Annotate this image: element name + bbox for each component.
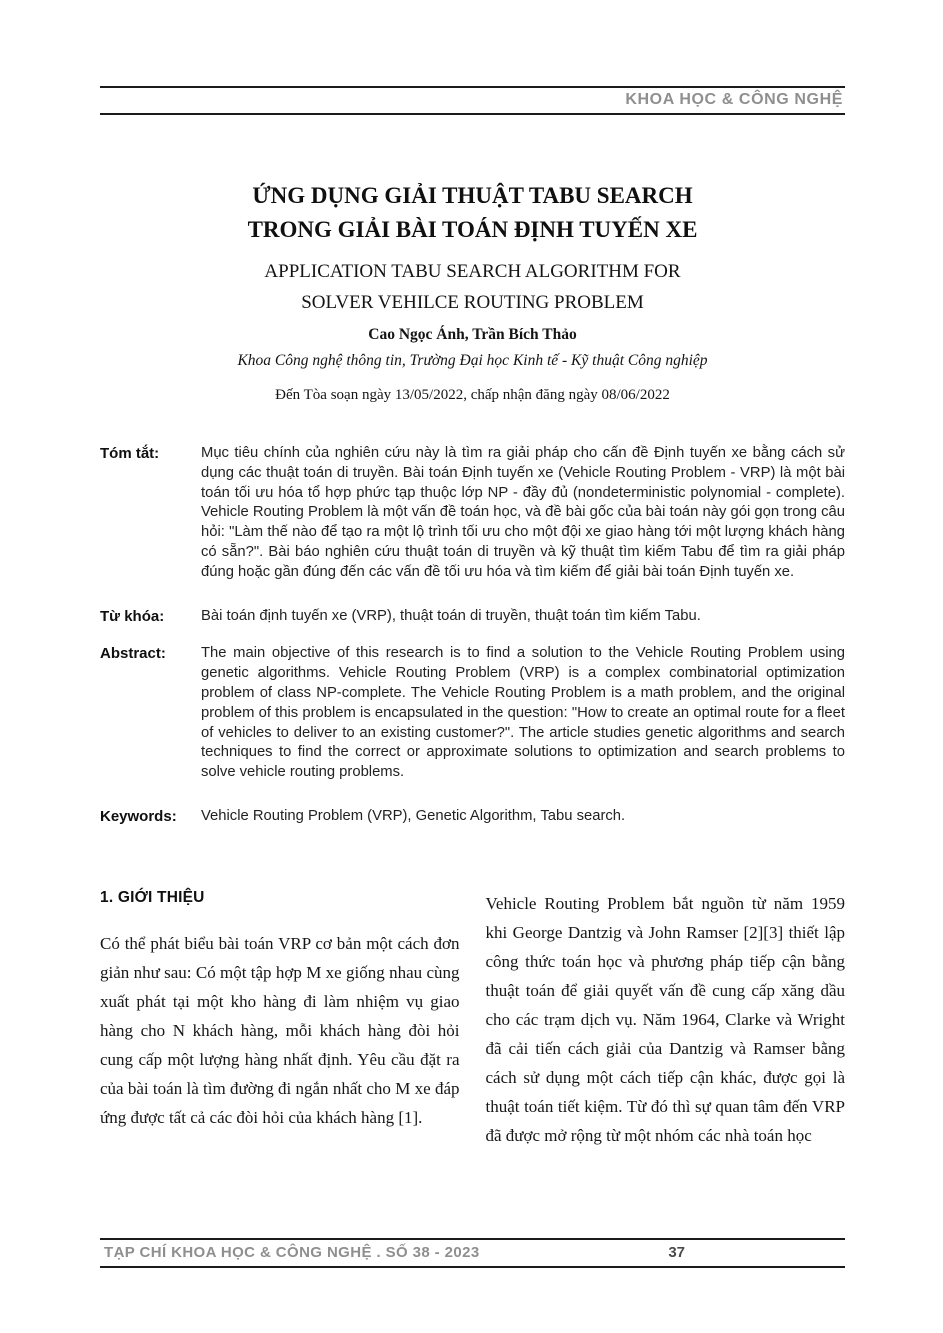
abstract-vi-label: Tóm tắt: [100,445,160,462]
received-dates: Đến Tòa soạn ngày 13/05/2022, chấp nhận đăng ngày 08/06/2022 [275,387,670,403]
keywords-vi-text: Bài toán định tuyến xe (VRP), thuật toán di truyền, thuật toán tìm kiếm Tabu. [201,607,701,624]
footer-row [100,1240,845,1266]
abstract-vi-text: Mục tiêu chính của nghiên cứu này là tìm ra giải pháp cho cấn đề Định tuyến xe bằng cách sử dụng các thuật toán di truyền. Bài toán Định tuyến xe (Vehicle Routing Problem - VRP) là một bài toán tối ưu hóa tổ hợp phức tạp thuộc lớp NP - đầy đủ (nondeterministic polynomial - complete). Vehicle Routing Problem là một vấn đề toán học, và đề bài gốc của bài toán này gói gọn trong câu hỏi: "Làm thế nào để tạo ra một lộ trình tối ưu cho một đội xe giao hàng tới một lượng khách hàng có sẵn?". Bài báo nghiên cứu thuật toán di truyền và kỹ thuật tìm kiếm Tabu để tìm ra giải pháp đúng hoặc gần đúng đến các vấn đề tối ưu hóa và tìm kiếm để giải bài toán Định tuyến xe. [201,445,845,580]
article-title-vi [100,179,845,247]
page-number: 37 [668,1244,685,1261]
keywords-vi-row [100,607,845,627]
article-title-vi-line2: TRONG GIẢI BÀI TOÁN ĐỊNH TUYẾN XE [247,217,698,242]
abstract-block [100,444,845,827]
abstract-en-row [100,644,845,783]
footer-journal-info: TẠP CHÍ KHOA HỌC & CÔNG NGHỆ . SỐ 38 - 2023 [104,1244,480,1261]
section-1-heading: 1. GIỚI THIỆU [100,888,205,906]
keywords-en-text: Vehicle Routing Problem (VRP), Genetic Algorithm, Tabu search. [201,807,626,824]
vrp-history-paragraph: Vehicle Routing Problem bắt nguồn từ năm 1959 khi George Dantzig và John Ramser [2][3] thiết lập công thức toán học và phương pháp tiếp cận bằng thuật toán để giải quyết vấn đề cung cấp xăng dầu cho các trạm dịch vụ. Năm 1964, Clarke và Wright đã cải tiến cách giải của Dantzig và Ramser bằng cách sử dụng một cách tiếp cận khác, được gọi là thuật toán tiết kiệm. Từ đó thì sự quan tâm đến VRP đã được mở rộng từ một nhóm các nhà toán học [485,893,845,1145]
right-column [486,889,846,1150]
journal-section-title: KHOA HỌC & CÔNG NGHỆ [625,91,843,108]
keywords-vi-label: Từ khóa: [100,607,165,625]
section-1-paragraph: Có thể phát biểu bài toán VRP cơ bản một cách đơn giản như sau: Có một tập hợp M xe giống nhau cùng xuất phát tại một kho hàng đi làm nhiệm vụ giao hàng cho N khách hàng, mỗi khách hàng đòi hỏi cung cấp một lượng hàng nhất định. Yêu cầu đặt ra của bài toán là tìm đường đi ngắn nhất cho M xe đáp ứng được tất cả các đòi hỏi của khách hàng [1]. [100,933,460,1127]
page-footer [100,1238,845,1268]
author-affiliation: Khoa Công nghệ thông tin, Trường Đại học Kinh tế - Kỹ thuật Công nghiệp [237,352,708,369]
article-body [100,889,845,1150]
footer-rule-bottom [100,1266,845,1268]
article-title-en-line2: SOLVER VEHILCE ROUTING PROBLEM [301,292,644,313]
abstract-en-label: Abstract: [100,645,166,663]
header-rule-bottom [100,113,845,115]
page-header [100,86,845,115]
keywords-en-row [100,807,845,827]
author-names: Cao Ngọc Ánh, Trần Bích Thảo [368,326,577,343]
abstract-en-text: The main objective of this research is to find a solution to the Vehicle Routing Problem using genetic algorithms. Vehicle Routing Problem (VRP) is a complex combinatorial optimization problem of class NP-complete. The Vehicle Routing Problem is a math problem, and the original problem of this problem is encapsulated in the question: "How to create an optimal route for a fleet of vehicles to deliver to an existing customer?". The article studies genetic algorithms and search techniques to find the correct or approximate solutions to optimization and search problems to solve vehicle routing problems. [201,645,845,781]
keywords-en-label: Keywords: [100,807,177,825]
article-title-en-line1: APPLICATION TABU SEARCH ALGORITHM FOR [264,261,681,282]
article-title-en [100,256,845,318]
article-title-vi-line1: ỨNG DỤNG GIẢI THUẬT TABU SEARCH [252,183,693,208]
left-column [100,889,460,1150]
abstract-vi-row [100,444,845,583]
page-content [0,86,943,1150]
